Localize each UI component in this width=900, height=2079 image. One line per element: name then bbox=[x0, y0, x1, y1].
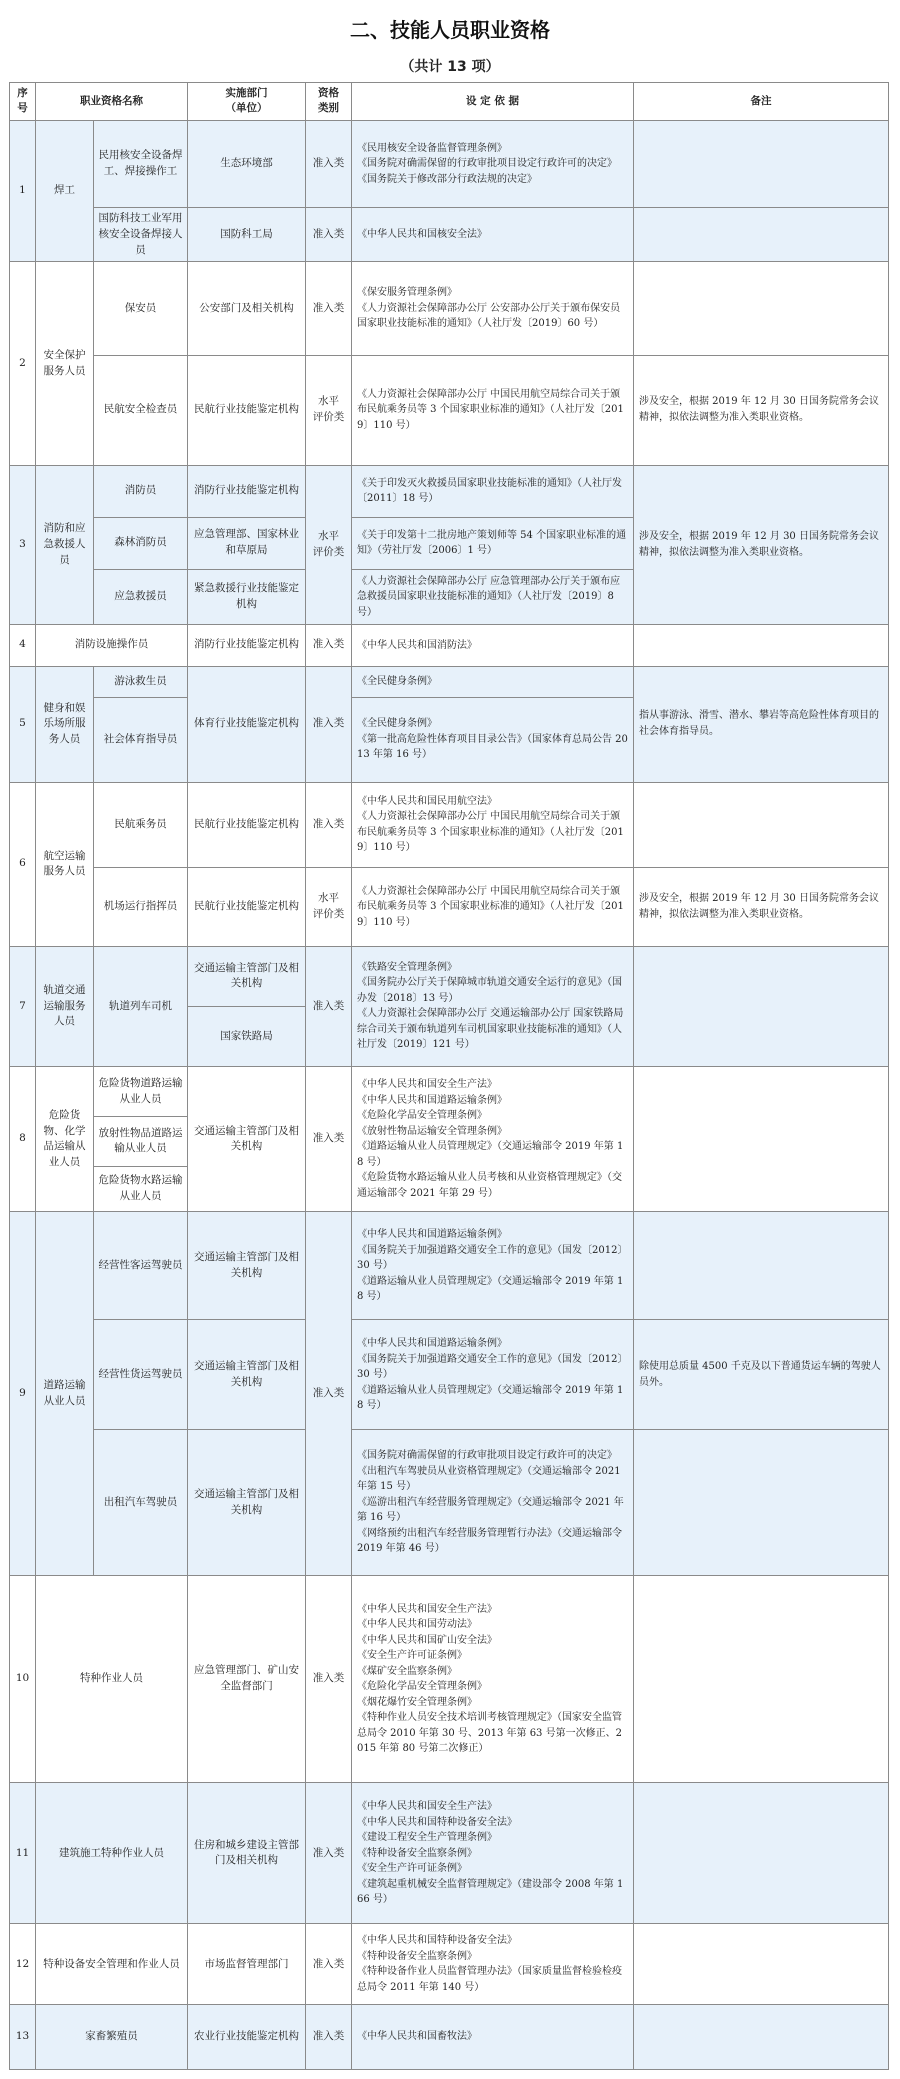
table-row bbox=[10, 1575, 889, 1783]
row-seq: 1 bbox=[10, 120, 36, 261]
row-basis: 《民用核安全设备监督管理条例》 《国务院对确需保留的行政审批项目设定行政许可的决定》 《国务院关于修改部分行政法规的决定》 bbox=[352, 120, 634, 207]
row-basis: 《关于印发灭火救援员国家职业技能标准的通知》（人社厅发〔2011〕18 号） bbox=[352, 465, 634, 517]
row-cat: 准入类 bbox=[306, 1575, 352, 1783]
page-subtitle: （共计 13 项） bbox=[400, 59, 500, 75]
table-row bbox=[10, 1067, 889, 1117]
row-group: 航空运输服务人员 bbox=[36, 782, 94, 946]
row-dept: 应急管理部门、矿山安全监督部门 bbox=[188, 1575, 306, 1783]
row-seq: 9 bbox=[10, 1212, 36, 1575]
table-row bbox=[10, 1430, 889, 1575]
row-remark bbox=[634, 208, 889, 262]
row-remark bbox=[634, 2005, 889, 2070]
row-dept: 生态环境部 bbox=[188, 120, 306, 207]
row-dept: 住房和城乡建设主管部门及相关机构 bbox=[188, 1783, 306, 1924]
row-dept: 农业行业技能鉴定机构 bbox=[188, 2005, 306, 2070]
row-cat: 准入类 bbox=[306, 1067, 352, 1212]
row-seq: 12 bbox=[10, 1924, 36, 2005]
table-row bbox=[10, 465, 889, 517]
row-seq: 13 bbox=[10, 2005, 36, 2070]
header-dept: 实施部门 （单位） bbox=[188, 83, 306, 121]
table-row bbox=[10, 867, 889, 946]
table-row bbox=[10, 782, 889, 867]
row-dept: 市场监督管理部门 bbox=[188, 1924, 306, 2005]
page-title: 二、技能人员职业资格 bbox=[350, 18, 550, 42]
row-group: 道路运输从业人员 bbox=[36, 1212, 94, 1575]
row-seq: 2 bbox=[10, 262, 36, 465]
row-name: 保安员 bbox=[94, 262, 188, 355]
row-name: 特种作业人员 bbox=[36, 1575, 188, 1783]
row-basis: 《中华人民共和国道路运输条例》 《国务院关于加强道路交通安全工作的意见》（国发〔2012〕30 号） 《道路运输从业人员管理规定》（交通运输部令 2019 年第 18 号） bbox=[352, 1212, 634, 1320]
row-seq: 11 bbox=[10, 1783, 36, 1924]
row-name: 森林消防员 bbox=[94, 517, 188, 569]
row-dept: 交通运输主管部门及相关机构 bbox=[188, 1320, 306, 1430]
row-seq: 3 bbox=[10, 465, 36, 624]
row-cat: 准入类 bbox=[306, 625, 352, 667]
row-basis: 《中华人民共和国消防法》 bbox=[352, 625, 634, 667]
row-group: 焊工 bbox=[36, 120, 94, 261]
row-basis: 《中华人民共和国核安全法》 bbox=[352, 208, 634, 262]
table-row bbox=[10, 625, 889, 667]
row-cat: 准入类 bbox=[306, 208, 352, 262]
row-dept: 民航行业技能鉴定机构 bbox=[188, 782, 306, 867]
row-group: 危险货物、化学品运输从业人员 bbox=[36, 1067, 94, 1212]
row-basis: 《全民健身条例》 bbox=[352, 666, 634, 697]
row-name: 应急救援员 bbox=[94, 569, 188, 625]
row-cat: 准入类 bbox=[306, 120, 352, 207]
row-name: 民航安全检查员 bbox=[94, 355, 188, 465]
row-basis: 《人力资源社会保障部办公厅 中国民用航空局综合司关于颁布民航乘务员等 3 个国家职业标准的通知》（人社厅发〔2019〕110 号） bbox=[352, 355, 634, 465]
row-group: 轨道交通运输服务人员 bbox=[36, 946, 94, 1066]
row-basis: 《关于印发第十二批房地产策划师等 54 个国家职业标准的通知》（劳社厅发〔2006〕1 号） bbox=[352, 517, 634, 569]
row-remark bbox=[634, 946, 889, 1066]
row-basis: 《保安服务管理条例》 《人力资源社会保障部办公厅 公安部办公厅关于颁布保安员国家职业技能标准的通知》（人社厅发〔2019〕60 号） bbox=[352, 262, 634, 355]
row-remark: 涉及安全，根据 2019 年 12 月 30 日国务院常务会议精神，拟依法调整为准入类职业资格。 bbox=[634, 867, 889, 946]
row-basis: 《中华人民共和国安全生产法》 《中华人民共和国道路运输条例》 《危险化学品安全管理条例》 《放射性物品运输安全管理条例》 《道路运输从业人员管理规定》（交通运输部令 2019 年第 18 号） 《危险货物水路运输从业人员考核和从业资格管理规定》（交通运输部令 2021 年第 29 号） bbox=[352, 1067, 634, 1212]
row-dept: 交通运输主管部门及相关机构 bbox=[188, 1430, 306, 1575]
header-cat: 资格 类别 bbox=[306, 83, 352, 121]
row-basis: 《铁路安全管理条例》 《国务院办公厅关于保障城市轨道交通安全运行的意见》（国办发〔2018〕13 号） 《人力资源社会保障部办公厅 交通运输部办公厅 国家铁路局综合司关于颁布轨道列车司机国家职业技能标准的通知》（人社厅发〔2019〕121 号） bbox=[352, 946, 634, 1066]
table-row bbox=[10, 1783, 889, 1924]
row-cat: 准入类 bbox=[306, 2005, 352, 2070]
table-row bbox=[10, 1320, 889, 1430]
row-group: 消防和应急救援人员 bbox=[36, 465, 94, 624]
row-remark bbox=[634, 1067, 889, 1212]
row-remark bbox=[634, 1924, 889, 2005]
row-name: 放射性物品道路运输从业人员 bbox=[94, 1116, 188, 1166]
row-dept: 国家铁路局 bbox=[188, 1006, 306, 1066]
row-remark: 涉及安全，根据 2019 年 12 月 30 日国务院常务会议精神，拟依法调整为准入类职业资格。 bbox=[634, 355, 889, 465]
row-name: 经营性货运驾驶员 bbox=[94, 1320, 188, 1430]
row-seq: 5 bbox=[10, 666, 36, 782]
row-dept: 消防行业技能鉴定机构 bbox=[188, 625, 306, 667]
row-remark: 指从事游泳、滑雪、潜水、攀岩等高危险性体育项目的社会体育指导员。 bbox=[634, 666, 889, 782]
table-row bbox=[10, 946, 889, 1006]
row-group: 安全保护服务人员 bbox=[36, 262, 94, 465]
row-cat: 水平 评价类 bbox=[306, 867, 352, 946]
row-remark bbox=[634, 625, 889, 667]
row-dept: 民航行业技能鉴定机构 bbox=[188, 355, 306, 465]
row-basis: 《全民健身条例》 《第一批高危险性体育项目目录公告》（国家体育总局公告 2013 年第 16 号） bbox=[352, 697, 634, 782]
row-seq: 4 bbox=[10, 625, 36, 667]
row-dept: 交通运输主管部门及相关机构 bbox=[188, 1067, 306, 1212]
row-name: 消防员 bbox=[94, 465, 188, 517]
row-basis: 《中华人民共和国畜牧法》 bbox=[352, 2005, 634, 2070]
row-remark bbox=[634, 120, 889, 207]
table-row bbox=[10, 1924, 889, 2005]
row-dept: 交通运输主管部门及相关机构 bbox=[188, 1212, 306, 1320]
header-name: 职业资格名称 bbox=[36, 83, 188, 121]
table-row bbox=[10, 208, 889, 262]
row-cat: 准入类 bbox=[306, 666, 352, 782]
row-name: 社会体育指导员 bbox=[94, 697, 188, 782]
row-name: 民航乘务员 bbox=[94, 782, 188, 867]
row-cat: 准入类 bbox=[306, 1212, 352, 1575]
row-name: 消防设施操作员 bbox=[36, 625, 188, 667]
row-name: 危险货物水路运输从业人员 bbox=[94, 1166, 188, 1212]
qualification-table bbox=[9, 82, 889, 2070]
row-name: 机场运行指挥员 bbox=[94, 867, 188, 946]
row-remark bbox=[634, 782, 889, 867]
row-seq: 10 bbox=[10, 1575, 36, 1783]
row-basis: 《中华人民共和国特种设备安全法》 《特种设备安全监察条例》 《特种设备作业人员监督管理办法》（国家质量监督检验检疫总局令 2011 年第 140 号） bbox=[352, 1924, 634, 2005]
row-name: 建筑施工特种作业人员 bbox=[36, 1783, 188, 1924]
row-dept: 应急管理部、国家林业和草原局 bbox=[188, 517, 306, 569]
row-name: 民用核安全设备焊工、焊接操作工 bbox=[94, 120, 188, 207]
table-header-row bbox=[10, 83, 889, 121]
header-seq: 序号 bbox=[10, 83, 36, 121]
row-name: 经营性客运驾驶员 bbox=[94, 1212, 188, 1320]
row-cat: 准入类 bbox=[306, 782, 352, 867]
row-name: 出租汽车驾驶员 bbox=[94, 1430, 188, 1575]
row-seq: 7 bbox=[10, 946, 36, 1066]
table-row bbox=[10, 120, 889, 207]
row-basis: 《中华人民共和国道路运输条例》 《国务院关于加强道路交通安全工作的意见》（国发〔2012〕30 号） 《道路运输从业人员管理规定》（交通运输部令 2019 年第 18 号） bbox=[352, 1320, 634, 1430]
table-row bbox=[10, 355, 889, 465]
row-remark bbox=[634, 1430, 889, 1575]
row-seq: 8 bbox=[10, 1067, 36, 1212]
row-cat: 准入类 bbox=[306, 1783, 352, 1924]
table-row bbox=[10, 1212, 889, 1320]
table-row bbox=[10, 262, 889, 355]
row-basis: 《中华人民共和国安全生产法》 《中华人民共和国特种设备安全法》 《建设工程安全生产管理条例》 《特种设备安全监察条例》 《安全生产许可证条例》 《建筑起重机械安全监督管理规定》（建设部令 2008 年第 166 号） bbox=[352, 1783, 634, 1924]
row-dept: 紧急救援行业技能鉴定机构 bbox=[188, 569, 306, 625]
header-basis: 设 定 依 据 bbox=[352, 83, 634, 121]
row-basis: 《人力资源社会保障部办公厅 中国民用航空局综合司关于颁布民航乘务员等 3 个国家职业标准的通知》（人社厅发〔2019〕110 号） bbox=[352, 867, 634, 946]
row-cat: 准入类 bbox=[306, 1924, 352, 2005]
row-remark: 涉及安全，根据 2019 年 12 月 30 日国务院常务会议精神，拟依法调整为准入类职业资格。 bbox=[634, 465, 889, 624]
row-name: 国防科技工业军用核安全设备焊接人员 bbox=[94, 208, 188, 262]
row-group: 健身和娱乐场所服务人员 bbox=[36, 666, 94, 782]
row-dept: 交通运输主管部门及相关机构 bbox=[188, 946, 306, 1006]
row-dept: 体育行业技能鉴定机构 bbox=[188, 666, 306, 782]
row-dept: 民航行业技能鉴定机构 bbox=[188, 867, 306, 946]
row-dept: 国防科工局 bbox=[188, 208, 306, 262]
table-row bbox=[10, 666, 889, 697]
row-remark: 除使用总质量 4500 千克及以下普通货运车辆的驾驶人员外。 bbox=[634, 1320, 889, 1430]
row-cat: 水平 评价类 bbox=[306, 465, 352, 624]
row-remark bbox=[634, 1212, 889, 1320]
row-name: 轨道列车司机 bbox=[94, 946, 188, 1066]
row-basis: 《中华人民共和国安全生产法》 《中华人民共和国劳动法》 《中华人民共和国矿山安全法》 《安全生产许可证条例》 《煤矿安全监察条例》 《危险化学品安全管理条例》 《烟花爆竹安全管理条例》 《特种作业人员安全技术培训考核管理规定》（国家安全监管总局令 2010 年第 30 号、2013 年第 63 号第一次修正、2015 年第 80 号第二次修正） bbox=[352, 1575, 634, 1783]
header-remark: 备注 bbox=[634, 83, 889, 121]
row-remark bbox=[634, 1783, 889, 1924]
row-remark bbox=[634, 1575, 889, 1783]
row-basis: 《国务院对确需保留的行政审批项目设定行政许可的决定》 《出租汽车驾驶员从业资格管理规定》（交通运输部令 2021 年第 15 号） 《巡游出租汽车经营服务管理规定》（交通运输部令 2021 年第 16 号） 《网络预约出租汽车经营服务管理暂行办法》（交通运输部令 2019 年第 46 号） bbox=[352, 1430, 634, 1575]
row-dept: 公安部门及相关机构 bbox=[188, 262, 306, 355]
table-row bbox=[10, 2005, 889, 2070]
row-name: 特种设备安全管理和作业人员 bbox=[36, 1924, 188, 2005]
row-name: 危险货物道路运输从业人员 bbox=[94, 1067, 188, 1117]
row-cat: 水平 评价类 bbox=[306, 355, 352, 465]
row-name: 家畜繁殖员 bbox=[36, 2005, 188, 2070]
row-name: 游泳救生员 bbox=[94, 666, 188, 697]
row-basis: 《中华人民共和国民用航空法》 《人力资源社会保障部办公厅 中国民用航空局综合司关于颁布民航乘务员等 3 个国家职业标准的通知》（人社厅发〔2019〕110 号） bbox=[352, 782, 634, 867]
row-seq: 6 bbox=[10, 782, 36, 946]
row-cat: 准入类 bbox=[306, 946, 352, 1066]
row-remark bbox=[634, 262, 889, 355]
row-dept: 消防行业技能鉴定机构 bbox=[188, 465, 306, 517]
row-cat: 准入类 bbox=[306, 262, 352, 355]
row-basis: 《人力资源社会保障部办公厅 应急管理部办公厅关于颁布应急救援员国家职业技能标准的通知》（人社厅发〔2019〕8 号） bbox=[352, 569, 634, 625]
